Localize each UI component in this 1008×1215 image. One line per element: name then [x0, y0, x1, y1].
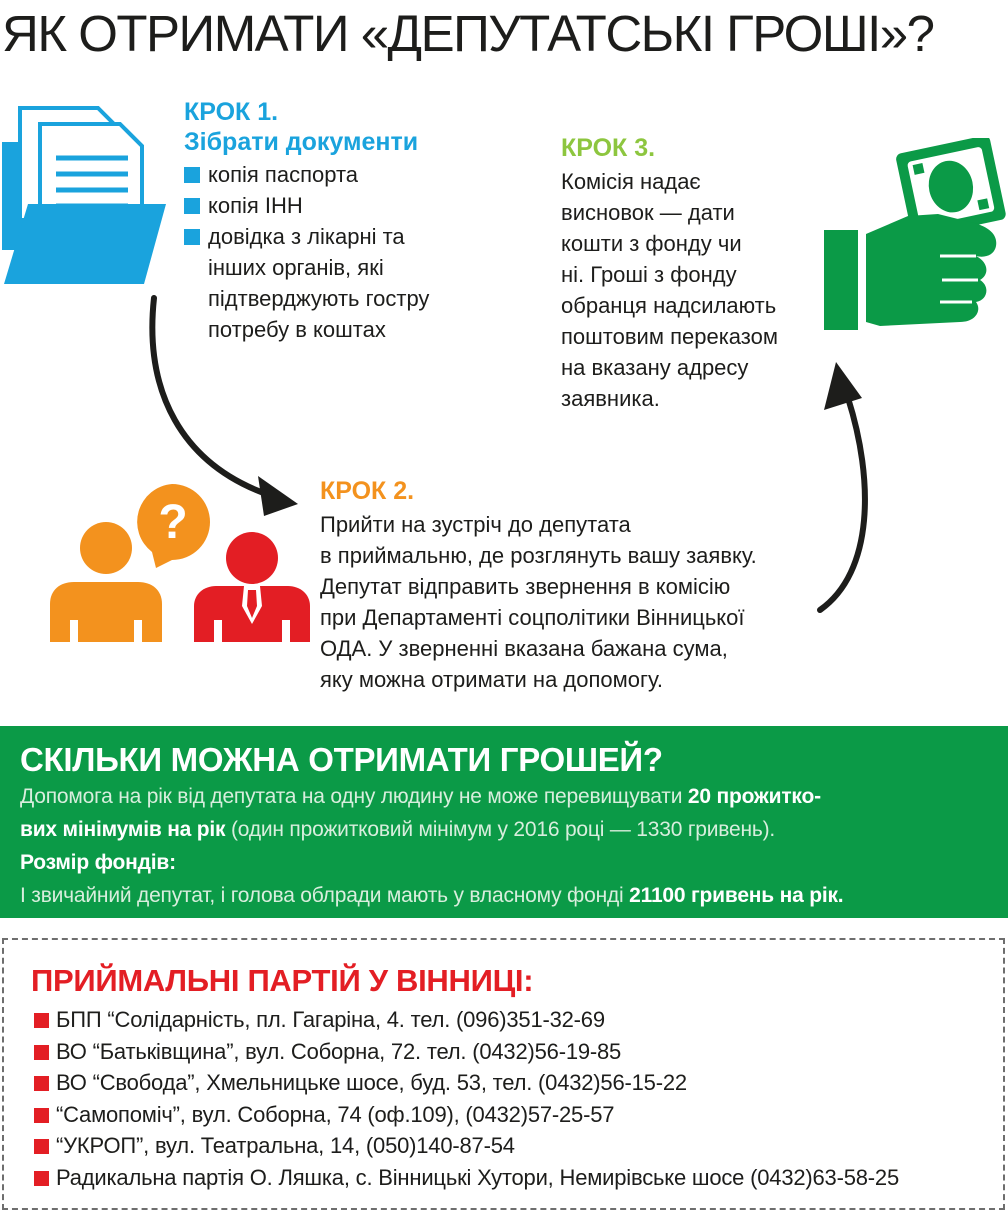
- folder-documents-icon: [0, 100, 172, 286]
- how-much-line-4: І звичайний депутат, і голова облради мають у власному фонді 21100 гривень на рік.: [20, 884, 844, 907]
- list-item: “УКРОП”, вул. Театральна, 14, (050)140-87-54: [34, 1130, 899, 1162]
- step3-text: Комісія надає висновок — дати кошти з фонду чи ні. Гроші з фонду обранця надсилають поштовим переказом на вказану адресу заявника.: [561, 169, 778, 411]
- step2-block: [320, 476, 757, 695]
- list-item-continued: інших органів, які: [208, 255, 384, 280]
- step2-label: КРОК 2.: [320, 477, 415, 505]
- page-title: ЯК ОТРИМАТИ «ДЕПУТАТСЬКІ ГРОШІ»?: [2, 5, 934, 62]
- list-item: “Самопоміч”, вул. Соборна, 74 (оф.109), (0432)57-25-57: [34, 1099, 899, 1131]
- bullet-square-icon: [34, 1139, 49, 1154]
- bullet-square-icon: [34, 1171, 49, 1186]
- step3-block: [561, 133, 778, 414]
- funds-label: Розмір фондів:: [20, 851, 176, 874]
- how-much-line-1: Допомога на рік від депутата на одну людину не може перевищувати 20 прожитко-: [20, 785, 821, 808]
- bullet-square-icon: [34, 1076, 49, 1091]
- step1-subtitle: Зібрати документи: [184, 128, 419, 156]
- parties-title: ПРИЙМАЛЬНІ ПАРТІЙ У ВІННИЦІ:: [31, 963, 534, 998]
- bullet-square-icon: [184, 229, 200, 245]
- how-much-title: СКІЛЬКИ МОЖНА ОТРИМАТИ ГРОШЕЙ?: [20, 741, 663, 778]
- list-item: копія паспорта: [184, 159, 429, 190]
- step3-label: КРОК 3.: [561, 134, 656, 162]
- list-item: ВО “Свобода”, Хмельницьке шосе, буд. 53, тел. (0432)56-15-22: [34, 1067, 899, 1099]
- step2-text: Прийти на зустріч до депутата в приймальню, де розглянуть вашу заявку. Депутат відправить звернення в комісію при Департаменті соцполітики Вінницької ОДА. У зверненні вказана бажана сума, яку можна отримати на допомогу.: [320, 512, 757, 692]
- how-much-box: [0, 726, 1008, 918]
- svg-text:?: ?: [158, 496, 188, 549]
- arrow-step2-to-step3-icon: [812, 360, 884, 618]
- bullet-square-icon: [184, 167, 200, 183]
- how-much-line-2: вих мінімумів на рік (один прожитковий мінімум у 2016 році — 1330 гривень).: [20, 818, 776, 841]
- parties-list: [34, 1004, 899, 1193]
- people-question-icon: [40, 478, 310, 644]
- list-item: копія ІНН: [184, 190, 429, 221]
- hand-money-icon: [820, 138, 1006, 334]
- step1-label: КРОК 1.: [184, 98, 279, 126]
- list-item-continued: потребу в коштах: [208, 317, 386, 342]
- bullet-square-icon: [184, 198, 200, 214]
- bullet-square-icon: [34, 1108, 49, 1123]
- list-item: Радикальна партія О. Ляшка, с. Вінницькі Хутори, Немирівське шосе (0432)63-58-25: [34, 1162, 899, 1194]
- bullet-square-icon: [34, 1013, 49, 1028]
- list-item: БПП “Солідарність, пл. Гагаріна, 4. тел. (096)351-32-69: [34, 1004, 899, 1036]
- list-item-continued: підтверджують гостру: [208, 286, 430, 311]
- list-item: ВО “Батьківщина”, вул. Соборна, 72. тел. (0432)56-19-85: [34, 1036, 899, 1068]
- bullet-square-icon: [34, 1045, 49, 1060]
- list-item: довідка з лікарні та: [184, 221, 429, 252]
